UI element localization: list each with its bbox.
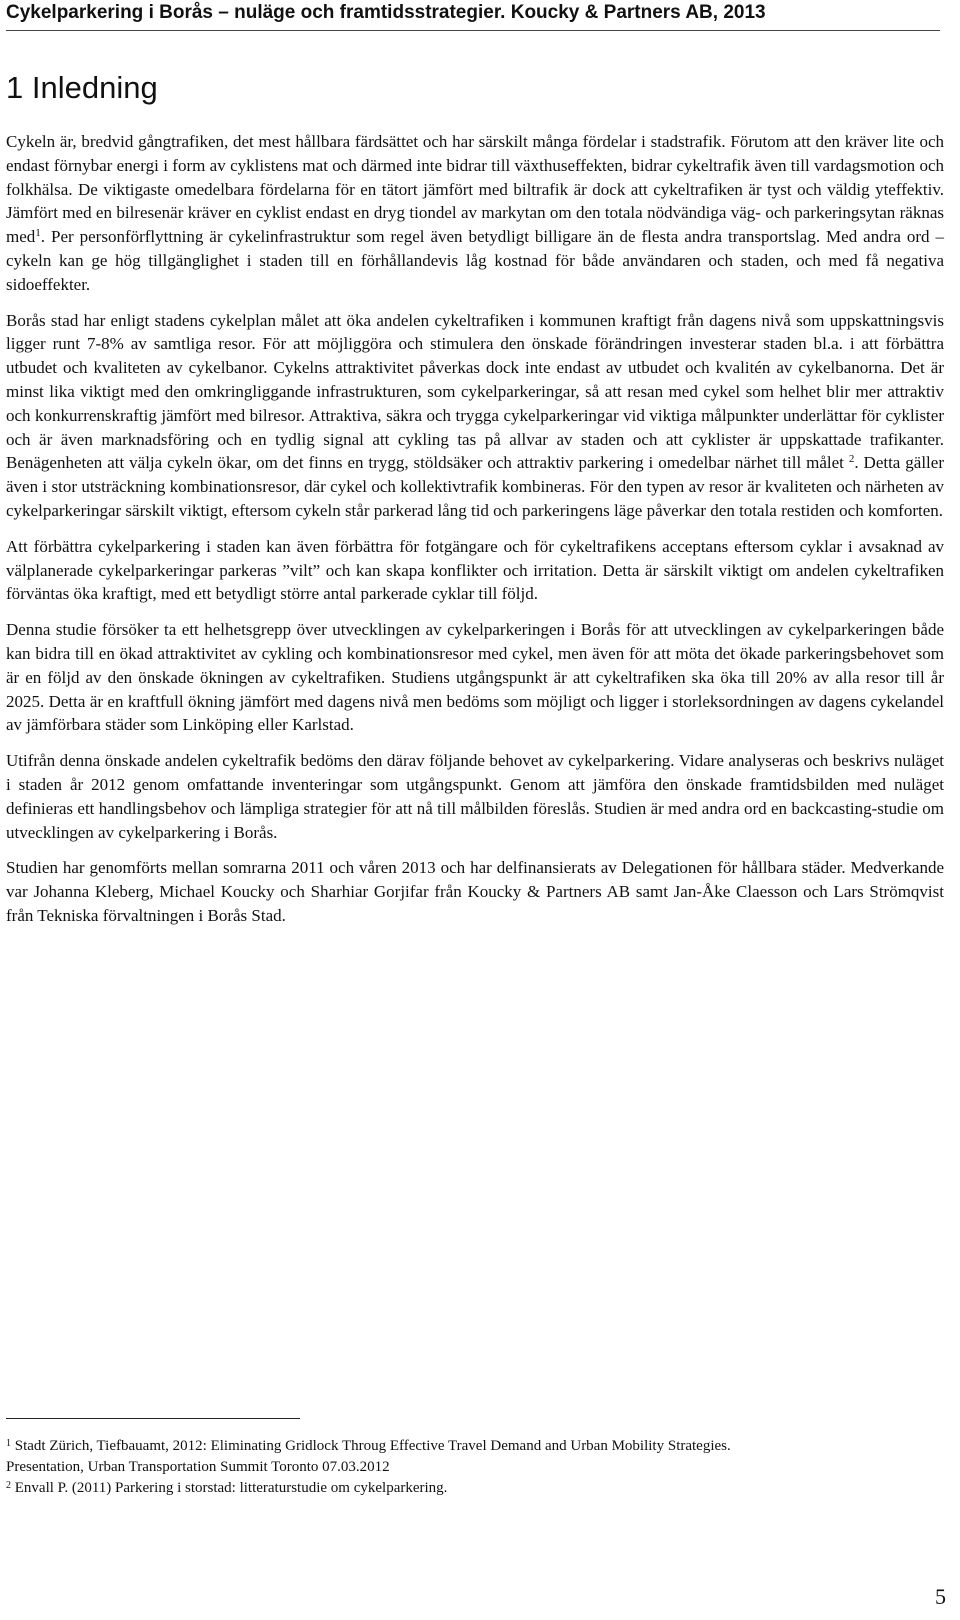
body-text xyxy=(6,130,944,940)
header-divider xyxy=(6,30,940,31)
paragraph-1-part-2: . Per personförflyttning är cykelinfrastruktur som regel även betydligt billigare än de flesta andra transportslag. Med andra ord – cykeln kan ge hög tillgänglighet i staden till en förhållandevis låg kostnad för både användaren och staden, och med få negativa sidoeffekter. xyxy=(6,227,944,294)
footnote-ref-1[interactable]: 1 xyxy=(35,227,41,240)
footnote-2-text: Envall P. (2011) Parkering i storstad: litteraturstudie om cykelparkering. xyxy=(14,1480,448,1496)
running-header: Cykelparkering i Borås – nuläge och framtidsstrategier. Koucky & Partners AB, 2013 xyxy=(6,2,766,23)
footnote-1 xyxy=(6,1436,944,1457)
section-heading: 1 Inledning xyxy=(6,70,158,105)
footnote-1-continuation: Presentation, Urban Transportation Summit Toronto 07.03.2012 xyxy=(6,1459,390,1475)
paragraph-6: Studien har genomförts mellan somrarna 2011 och våren 2013 och har delfinansierats av Delegationen för hållbara städer. Medverkande var Johanna Kleberg, Michael Koucky och Sharhiar Gorjifar från Koucky & Partners AB samt Jan-Åke Claesson och Lars Strömqvist från Tekniska förvaltningen i Borås Stad. xyxy=(6,858,944,925)
paragraph-3: Att förbättra cykelparkering i staden kan även förbättra för fotgängare och för cykeltrafikens acceptans eftersom cyklar i avsaknad av välplanerade cykelparkeringar parkeras ”vilt” och kan skapa konflikter och irritation. Detta är särskilt viktigt om andelen cykeltrafiken förväntas öka kraftigt, med ett betydligt större antal parkerade cyklar till följd. xyxy=(6,536,944,604)
paragraph-2-part-2: . Detta gäller även i stor utsträckning kombinationsresor, där cykel och kollektivtrafik kombineras. För den typen av resor är kvaliteten och närheten av cykelparkeringar särskilt viktigt, eftersom cykeln står parkerad lång tid och parkeringens läge påverkar den totala restiden och komforten. xyxy=(6,453,944,520)
paragraph-1-part-1: Cykeln är, bredvid gångtrafiken, det mest hållbara färdsättet och har särskilt många fördelar i stadstrafik. Förutom att den kräver lite och endast förnybar energi i form av cyklistens mat och därmed inte bidrar till växthuseffekten, bidrar cykeltrafik även till vardagsmotion och folkhälsa. De viktigaste omedelbara fördelarna för en tätort jämfört med biltrafik är dock att cykeltrafiken är tyst och väldig yteffektiv. Jämfört med en bilresenär kräver en cyklist endast en dryg tiondel av markytan om den totala nödvändiga väg- och parkeringsytan räknas med xyxy=(6,132,944,247)
footnotes xyxy=(6,1436,944,1499)
paragraph-2 xyxy=(6,309,944,523)
paragraph-2-part-1: Borås stad har enligt stadens cykelplan målet att öka andelen cykeltrafiken i kommunen kraftigt från dagens nivå som uppskattningsvis ligger runt 7-8% av samtliga resor. För att möjliggöra och stimulera den önskade förändringen investerar staden bl.a. i att förbättra utbudet och kvaliteten av cykelbanor. Cykelns attraktivitet påverkas dock inte endast av utbudet och kvalitén av cykelbanorna. Det är minst lika viktigt med den omkringliggande infrastrukturen, som cykelparkeringar, så att resan med cykel som helhet blir mer attraktiv och konkurrenskraftig jämfört med bilresor. Attraktiva, säkra och trygga cykelparkeringar vid viktiga målpunkter underlättar för cyklister och är även marknadsföring och en tydlig signal att cykling tas på allvar av staden och att cyklister är uppskattade trafikanter. Benägenheten att välja cykeln ökar, om det finns en trygg, stöldsäker och attraktiv parkering i omedelbar närhet till målet xyxy=(6,310,944,473)
footnote-number-1: 1 xyxy=(6,1438,11,1449)
footnote-ref-2[interactable]: 2 xyxy=(848,453,855,466)
footnote-divider xyxy=(6,1418,300,1419)
footnote-1-text: Stadt Zürich, Tiefbauamt, 2012: Eliminating Gridlock Throug Effective Travel Demand and Urban Mobility Strategies. xyxy=(14,1438,731,1454)
paragraph-1 xyxy=(6,130,944,297)
paragraph-5: Utifrån denna önskade andelen cykeltrafik bedöms den därav följande behovet av cykelparkering. Vidare analyseras och beskrivs nuläget i staden år 2012 genom omfattande inventeringar som utgångspunkt. Genom att jämföra den önskade framtidsbilden med nuläget definieras ett handlingsbehov och lämpliga strategier för att nå till målbilden föreslås. Studien är med andra ord en backcasting-studie om utvecklingen av cykelparkering i Borås. xyxy=(6,751,944,842)
paragraph-4: Denna studie försöker ta ett helhetsgrepp över utvecklingen av cykelparkeringen i Borås för att utvecklingen av cykelparkeringen både kan bidra till en ökad attraktivitet av cykling och kombinationsresor med cykel, men även för att möta det ökade parkeringsbehovet som är en följd av den önskade ökningen av cykeltrafiken. Studiens utgångspunkt är att cykeltrafiken ska öka till 20% av alla resor till år 2025. Detta är en kraftfull ökning jämfört med dagens nivå men bedöms som möjligt och ligger i storleksordningen av dagens cykelandel av jämförbara städer som Linköping eller Karlstad. xyxy=(6,620,944,735)
footnote-2 xyxy=(6,1478,944,1499)
footnote-number-2: 2 xyxy=(6,1480,11,1491)
page-number: 5 xyxy=(935,1584,946,1609)
